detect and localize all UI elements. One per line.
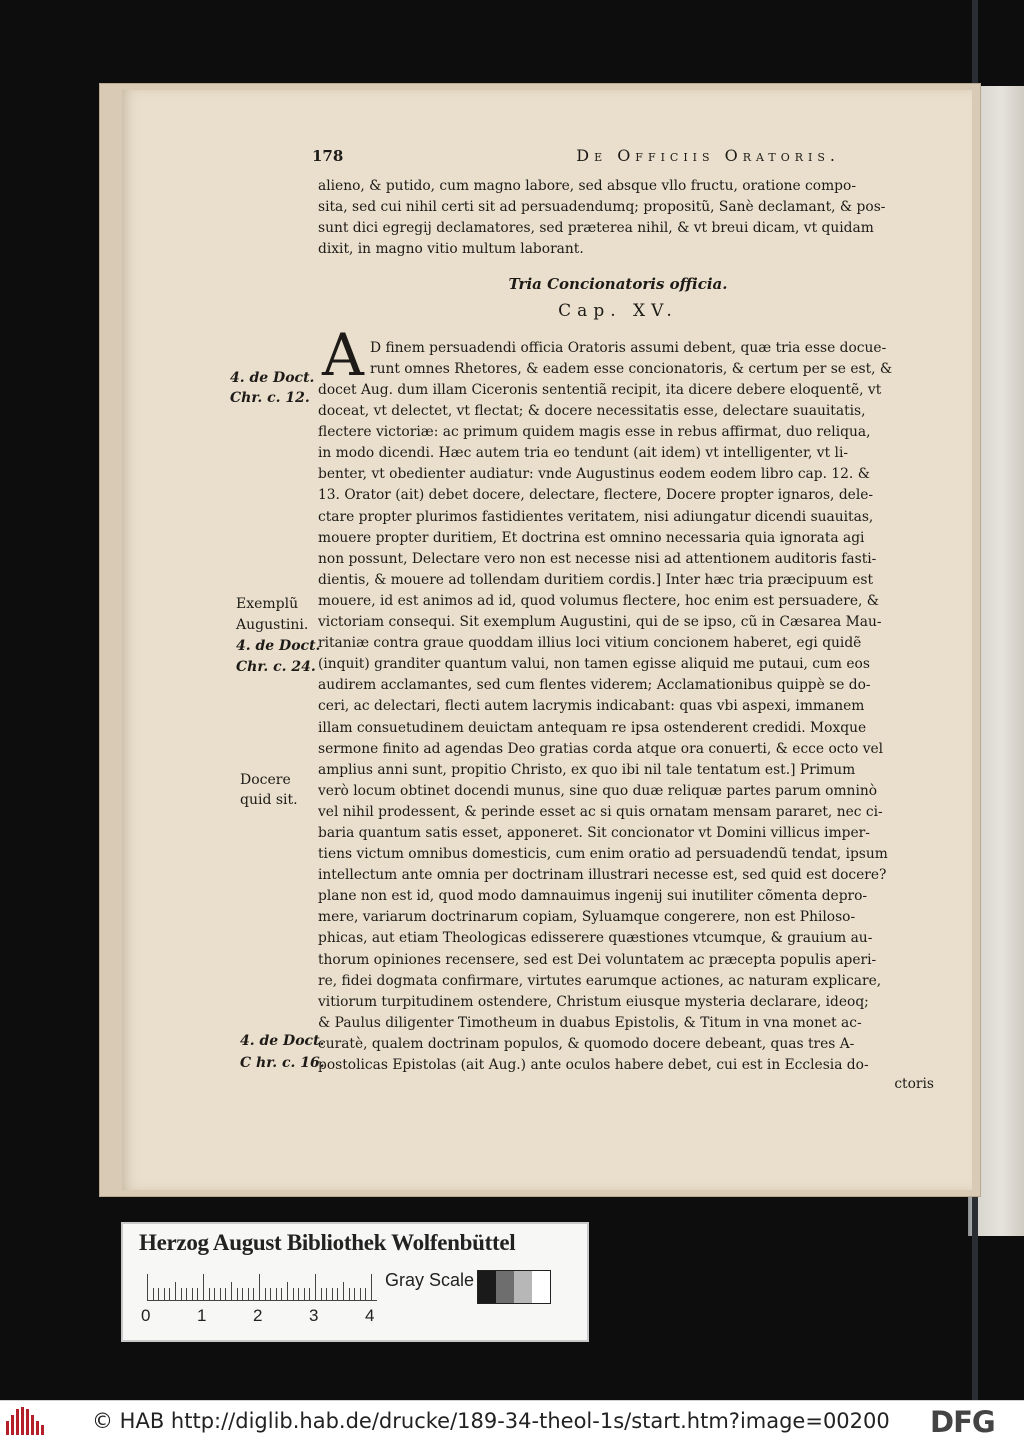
text-line: re, fidei dogmata confirmare, virtutes earumque actiones, ac naturam explicare,: [318, 972, 882, 989]
logo-bar: [41, 1425, 44, 1435]
ruler-tick: [197, 1288, 198, 1300]
text-line: ctare propter plurimos fastidientes veritatem, nisi adiungatur dicendi suauitas,: [318, 508, 874, 525]
text-line: amplius anni sunt, propitio Christo, ex quo ibi nil tale tentatum est.] Primum: [318, 761, 856, 778]
page-header: [312, 146, 840, 170]
gray-swatch: [514, 1271, 532, 1303]
gray-scale-label: Gray Scale: [385, 1270, 475, 1290]
margin-note-line: Docere: [240, 772, 291, 788]
ruler-tick: [360, 1288, 361, 1300]
ruler-tick: [237, 1288, 238, 1300]
ruler-tick: [158, 1288, 159, 1300]
ruler-tick: [354, 1288, 355, 1300]
text-line: mouere, id est animos ad id, quod volumus flectere, hoc enim est persuadere, &: [318, 592, 880, 609]
logo-bar: [26, 1409, 29, 1435]
ruler-tick: [321, 1288, 322, 1300]
page-number: 178: [312, 147, 344, 165]
text-line: baria quantum satis esset, apponeret. Sit concionator vt Domini villicus imper-: [318, 824, 870, 841]
ruler-tick: [209, 1288, 210, 1300]
ruler-tick: [326, 1288, 327, 1300]
ruler-tick: [309, 1288, 310, 1300]
ruler-tick: [147, 1274, 148, 1300]
gray-scale-strip: [477, 1270, 551, 1304]
text-line: mouere propter duritiem, Et doctrina est omnino necessaria quia ignorata agi: [318, 529, 865, 546]
chapter-title: Cap. XV.: [558, 301, 678, 321]
margin-note-2: [236, 594, 322, 678]
logo-bar: [31, 1415, 34, 1435]
ruler-tick: [192, 1288, 193, 1300]
text-line: intellectum ante omnia per doctrinam illustrari necesse est, sed quid est docere?: [318, 867, 887, 884]
margin-note-line: Augustini.: [236, 617, 309, 633]
text-line: (inquit) granditer quantum valui, non tamen egisse aliquid me putaui, cum eos: [318, 656, 870, 673]
text-block-main: [318, 380, 934, 1076]
ruler-label: 3: [309, 1306, 319, 1325]
text-block-intro: [318, 176, 934, 260]
text-line: flectere victoriæ: ac primum quidem magis esse in rebus affirmat, duo reliqua,: [318, 424, 871, 441]
ruler-tick: [281, 1288, 282, 1300]
footer-copyright-link[interactable]: © HAB http://diglib.hab.de/drucke/189-34-theol-1s/start.htm?image=00200: [92, 1409, 890, 1433]
margin-note-line: 4. de Doct.: [240, 1033, 325, 1049]
text-block-opening: [370, 338, 934, 380]
text-line: verò locum obtinet docendi munus, sine quo duæ reliquæ partes parum omninò: [318, 782, 878, 799]
text-line: vitiorum turpitudinem ostendere, Christum eiusque mysteria declarare, ideoq;: [318, 993, 869, 1010]
text-line: runt omnes Rhetores, & eadem esse concionatoris, & certum per se est, &: [370, 361, 893, 378]
ruler-tick: [287, 1282, 288, 1300]
hab-reference-card: [121, 1222, 589, 1342]
ruler-tick: [175, 1282, 176, 1300]
ruler-tick: [248, 1288, 249, 1300]
scale-ruler: [147, 1270, 377, 1301]
text-line: vel nihil prodessent, & perinde esset ac si quis ornatam mensam pararet, nec ci-: [318, 803, 883, 820]
margin-note-line: quid sit.: [240, 792, 298, 808]
ruler-tick: [203, 1274, 204, 1300]
ruler-tick: [186, 1288, 187, 1300]
logo-bar: [16, 1409, 19, 1435]
logo-bar: [6, 1421, 9, 1435]
hab-card-title: Herzog August Bibliothek Wolfenbüttel: [139, 1230, 516, 1255]
logo-bar: [11, 1415, 14, 1435]
ruler-tick: [298, 1288, 299, 1300]
text-line: & Paulus diligenter Timotheum in duabus Epistolis, & Titum in vna monet ac-: [318, 1014, 862, 1031]
margin-note-line: 4. de Doct.: [236, 638, 321, 654]
text-line: alieno, & putido, cum magno labore, sed absque vllo fructu, oratione compo-: [318, 178, 856, 194]
dfg-logo: DFG: [930, 1405, 995, 1439]
margin-note-4: [240, 1030, 326, 1074]
ruler-tick: [253, 1288, 254, 1300]
ruler-label: 4: [365, 1306, 375, 1325]
text-line: thorum opiniones recensere, sed est Dei voluntatem ac præcepta populis aperi-: [318, 951, 877, 968]
gray-swatch: [478, 1271, 496, 1303]
text-line: 13. Orator (ait) debet docere, delectare, flectere, Docere propter ignaros, dele-: [318, 487, 874, 504]
text-line: ceri, ac delectari, flecti autem lacrymis indicabant: quas vbi aspexi, immanem: [318, 698, 865, 715]
ruler-label: 2: [253, 1306, 263, 1325]
ruler-tick: [164, 1288, 165, 1300]
text-line: non possunt, Delectare vero non est necesse nisi ad attentionem auditoris fasti-: [318, 550, 877, 567]
margin-note-line: Exemplũ: [236, 596, 299, 612]
footer-bar: [0, 1400, 1024, 1440]
text-line: docet Aug. dum illam Ciceronis sententiã recipit, ita dicere debere eloquentẽ, vt: [318, 382, 882, 398]
ruler-labels: [137, 1306, 387, 1326]
ruler-tick: [220, 1288, 221, 1300]
ruler-tick: [337, 1288, 338, 1300]
chapter-subtitle: Tria Concionatoris officia.: [508, 275, 728, 293]
text-line: victoriam consequi. Sit exemplum Augustini, qui de se ipso, cũ in Cæsarea Mau-: [318, 614, 882, 631]
text-line: dientis, & mouere ad tollendam duritiem cordis.] Inter hæc tria præcipuum est: [318, 571, 874, 588]
ruler-tick: [181, 1288, 182, 1300]
ruler-tick: [169, 1288, 170, 1300]
text-line: sita, sed cui nihil certi sit ad persuadendumq; propositũ, Sanè declamant, & pos-: [318, 199, 886, 216]
text-line: sunt dici egregij declamatores, sed præterea nihil, & vt breui dicam, vt quidam: [318, 220, 874, 237]
ruler-tick: [371, 1274, 372, 1300]
ruler-tick: [276, 1288, 277, 1300]
text-line: sermone finito ad agendas Deo gratias corda atque ora conuerti, & ecce octo vel: [318, 740, 884, 757]
ruler-tick: [349, 1288, 350, 1300]
ruler-label: 1: [197, 1306, 207, 1325]
drop-cap: A: [322, 321, 364, 389]
margin-note-3: [240, 770, 326, 810]
ruler-tick: [343, 1282, 344, 1300]
text-line: phicas, aut etiam Theologicas edisserere quæstiones vtcumque, & grauium au-: [318, 930, 873, 947]
ruler-tick: [304, 1288, 305, 1300]
ruler-tick: [214, 1288, 215, 1300]
ruler-tick: [365, 1288, 366, 1300]
text-line: ritaniæ contra graue quoddam illius loci vitium concionem haberet, egi quidẽ: [318, 635, 862, 652]
running-title: De Officiis Oratoris.: [576, 146, 840, 165]
ruler-tick: [270, 1288, 271, 1300]
hab-logo-icon: [6, 1407, 48, 1435]
text-line: curatè, qualem doctrinam populos, & quomodo docere debeant, quas tres A-: [318, 1035, 855, 1052]
ruler-tick: [315, 1274, 316, 1300]
ruler-tick: [231, 1282, 232, 1300]
ruler-tick: [225, 1288, 226, 1300]
text-line: postolicas Epistolas (ait Aug.) ante oculos habere debet, cui est in Ecclesia do-: [318, 1057, 869, 1073]
logo-bar: [21, 1407, 24, 1435]
ruler-label: 0: [141, 1306, 151, 1325]
margin-note-line: 4. de Doct.: [230, 370, 315, 386]
catchword-row: [318, 1074, 934, 1095]
ruler-tick: [153, 1288, 154, 1300]
margin-note-1: [230, 368, 316, 408]
text-line: benter, vt obedienter audiatur: vnde Augustinus eodem eodem libro cap. 12. &: [318, 466, 870, 483]
text-line: mere, variarum doctrinarum copiam, Syluamque congerere, non est Philoso-: [318, 909, 856, 926]
ruler-tick: [293, 1288, 294, 1300]
catchword: ctoris: [894, 1076, 934, 1092]
margin-note-line: C hr. c. 16.: [240, 1055, 325, 1071]
text-line: tiens victum omnibus domesticis, cum enim oratio ad persuadendũ tendat, ipsum: [318, 846, 888, 863]
ruler-tick: [242, 1288, 243, 1300]
text-line: plane non est id, quod modo damnauimus ingenij sui inutiliter cõmenta depro-: [318, 888, 868, 905]
text-line: audirem acclamantes, sed cum flentes viderem; Acclamationibus quippè se do-: [318, 677, 871, 694]
text-line: dixit, in magno vitio multum laborant.: [318, 241, 584, 258]
ruler-tick: [259, 1274, 260, 1300]
ruler-tick: [332, 1288, 333, 1300]
margin-note-line: Chr. c. 12.: [230, 390, 310, 406]
text-line: D finem persuadendi officia Oratoris assumi debent, quæ tria esse docue-: [370, 340, 887, 356]
text-line: doceat, vt delectet, vt flectat; & docere necessitatis esse, delectare suauitatis,: [318, 403, 866, 420]
logo-bar: [36, 1421, 39, 1435]
gray-swatch: [532, 1271, 550, 1303]
gray-swatch: [496, 1271, 514, 1303]
margin-note-line: Chr. c. 24.: [236, 659, 316, 675]
ruler-tick: [265, 1288, 266, 1300]
text-line: illam consuetudinem deuictam antequam re ipsa ostenderent credidi. Moxque: [318, 719, 867, 736]
text-line: in modo dicendi. Hæc autem tria eo tendunt (ait idem) vt intelligenter, vt li-: [318, 445, 849, 462]
